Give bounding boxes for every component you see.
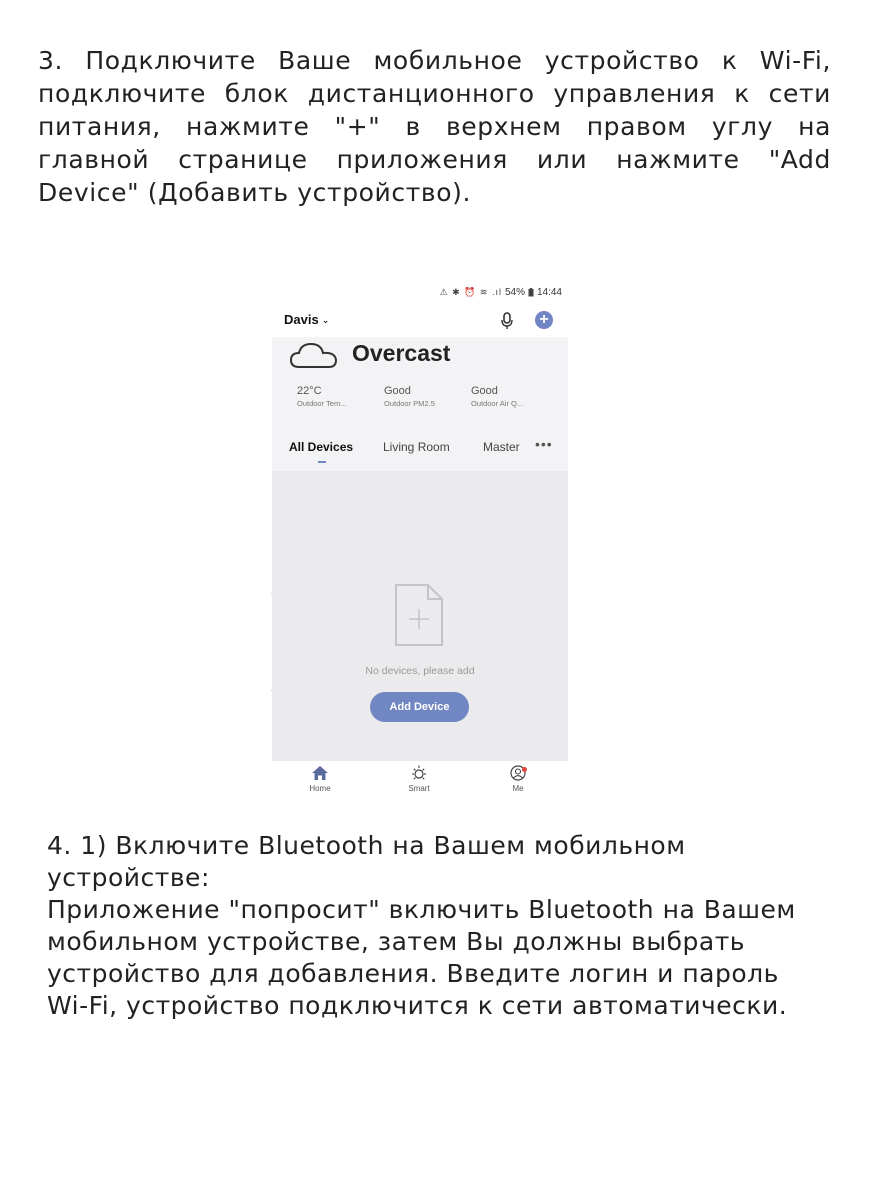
more-icon[interactable]: ••• <box>535 436 553 452</box>
nav-label: Me <box>512 784 524 793</box>
nav-me[interactable] <box>488 765 548 793</box>
weather-condition: Overcast <box>352 340 451 366</box>
step-4-heading: 4. 1) Включите Bluetooth на Вашем мобильном устройстве: <box>47 831 686 892</box>
cloud-icon <box>289 340 339 370</box>
app-header <box>272 281 568 337</box>
status-time: 14:44 <box>536 287 562 298</box>
home-selector[interactable] <box>284 312 329 327</box>
phone-screenshot <box>272 281 568 801</box>
add-document-icon <box>392 583 446 647</box>
tab-master[interactable]: Master <box>483 440 520 454</box>
empty-state-message: No devices, please add <box>365 665 475 677</box>
nav-home[interactable] <box>290 765 350 793</box>
chevron-down-icon: ⌄ <box>321 315 330 325</box>
battery-icon <box>528 288 534 297</box>
plus-icon[interactable]: + <box>535 311 553 329</box>
home-name: Davis <box>284 312 319 327</box>
nav-label: Smart <box>408 784 430 793</box>
metric-value: Good <box>384 385 411 397</box>
tab-all-devices[interactable]: All Devices <box>289 440 354 454</box>
step-3-instructions: 3. Подключите Ваше мобильное устройство к Wi-Fi, подключите блок дистанционного управления к сети питания, нажмите "+" в верхнем правом углу на главной странице приложения или нажмите "Add Device" (Добавить устройство). <box>38 46 831 207</box>
metric-label: Outdoor PM2.5 <box>384 399 435 408</box>
step-4-instructions <box>47 830 817 1022</box>
add-device-button[interactable]: Add Device <box>370 692 469 722</box>
bottom-navigation <box>272 761 568 801</box>
nav-label: Home <box>309 784 331 793</box>
notification-badge <box>522 767 527 772</box>
tab-living-room[interactable]: Living Room <box>383 440 450 454</box>
home-icon <box>311 765 329 781</box>
metric-value: Good <box>471 385 498 397</box>
metric-value: 22°C <box>297 385 322 397</box>
device-list-empty <box>272 471 568 761</box>
nav-smart[interactable] <box>389 765 449 793</box>
status-bar <box>440 287 562 298</box>
room-tabs <box>272 438 568 472</box>
weather-metric-temperature <box>297 385 377 408</box>
metric-label: Outdoor Air Q... <box>471 399 524 408</box>
weather-metric-air-quality <box>471 385 551 408</box>
active-tab-indicator <box>318 461 326 463</box>
sun-icon <box>410 765 428 781</box>
mic-icon[interactable] <box>500 312 514 330</box>
metric-label: Outdoor Tem... <box>297 399 347 408</box>
step-4-body: Приложение "попросит" включить Bluetooth на Вашем мобильном устройстве, затем Вы должны выбрать устройство для добавления. Введите логин и пароль Wi-Fi, устройство подключится к сети автоматически. <box>47 895 796 1020</box>
status-icons: ⚠ ✱ ⏰ ≋ .ıl <box>439 287 502 297</box>
battery-level: 54% <box>504 287 525 298</box>
weather-metric-pm25 <box>384 385 464 408</box>
